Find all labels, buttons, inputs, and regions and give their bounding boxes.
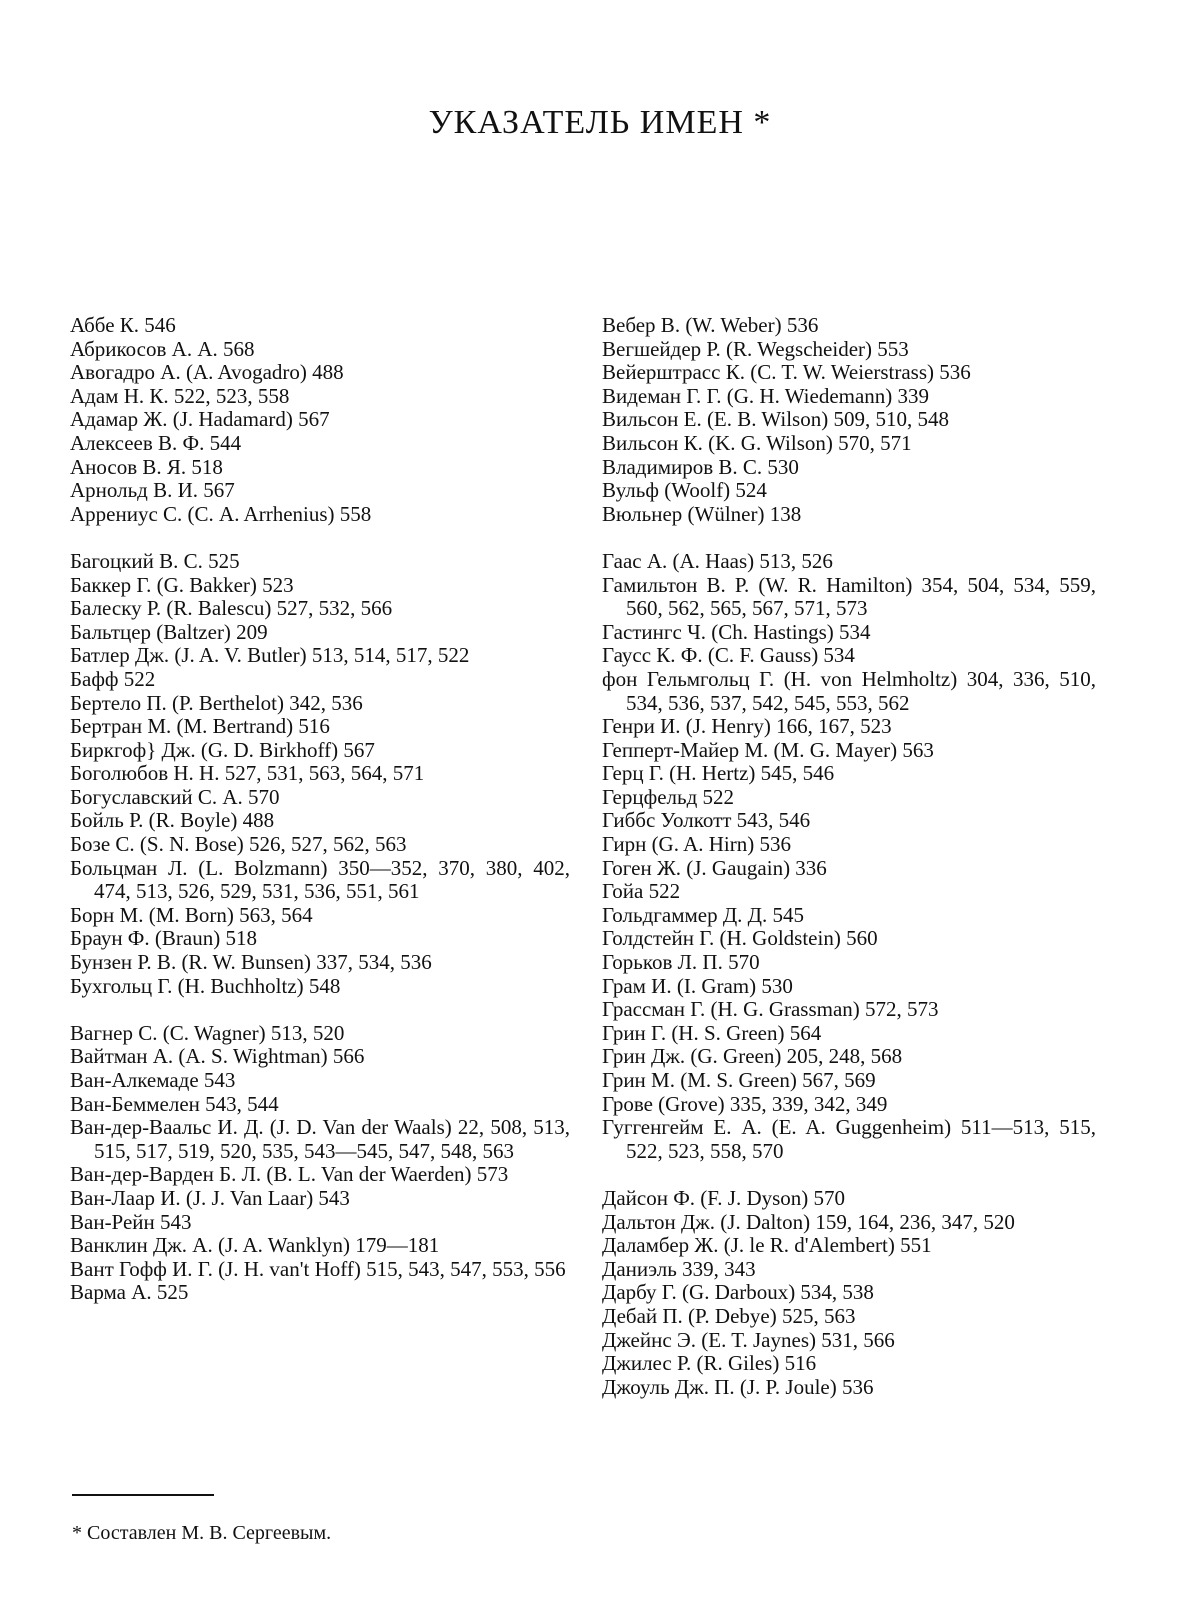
index-entry: Вильсон К. (K. G. Wilson) 570, 571 (602, 430, 912, 455)
index-entry: Джоуль Дж. П. (J. P. Joule) 536 (602, 1374, 874, 1399)
index-entry: Больцман Л. (L. Bolzmann) 350—352, 370, 380, 402, 474, 513, 526, 529, 531, 536, 551, 561 (70, 855, 570, 904)
index-entry: Даламбер Ж. (J. le R. d'Alembert) 551 (602, 1233, 932, 1258)
index-entry: Ванклин Дж. А. (J. A. Wanklyn) 179—181 (70, 1233, 440, 1258)
index-entry: Гастингс Ч. (Ch. Hastings) 534 (602, 619, 871, 644)
index-entry: Гирн (G. A. Hirn) 536 (602, 832, 791, 857)
index-entry: Даниэль 339, 343 (602, 1256, 756, 1281)
index-entry: Джейнс Э. (E. T. Jaynes) 531, 566 (602, 1327, 895, 1352)
letter-group-gap (70, 998, 570, 1022)
index-entry: Горьков Л. П. 570 (602, 950, 760, 975)
index-entry: Гепперт-Майер М. (M. G. Mayer) 563 (602, 737, 934, 762)
index-entry: Ван-Рейн 543 (70, 1209, 192, 1234)
index-entry: Вайтман А. (A. S. Wightman) 566 (70, 1044, 365, 1069)
index-entry: Грин М. (M. S. Green) 567, 569 (602, 1068, 876, 1092)
index-entry: Герцфельд 522 (602, 784, 735, 809)
footnote-rule (72, 1494, 214, 1496)
index-entry: Варма А. 525 (70, 1280, 189, 1305)
index-entry: Видеман Г. Г. (G. H. Wiedemann) 339 (602, 383, 930, 408)
index-entry: Абрикосов А. А. 568 (70, 336, 255, 361)
index-entry: Гиббс Уолкотт 543, 546 (602, 808, 811, 833)
index-entry: Бафф 522 (70, 666, 156, 691)
index-entry: Бозе С. (S. N. Bose) 526, 527, 562, 563 (70, 832, 407, 857)
index-entry: Голдстейн Г. (H. Goldstein) 560 (602, 926, 878, 951)
index-entry: Вебер В. (W. Weber) 536 (602, 313, 819, 337)
index-entry: Бухгольц Г. (H. Buchholtz) 548 (70, 973, 341, 998)
index-entry: Баккер Г. (G. Bakker) 523 (70, 572, 294, 597)
index-entry: Биркгоф} Дж. (G. D. Birkhoff) 567 (70, 737, 375, 762)
index-entry: Батлер Дж. (J. A. V. Butler) 513, 514, 517, 522 (70, 643, 470, 668)
index-entry: Дальтон Дж. (J. Dalton) 159, 164, 236, 347, 520 (602, 1209, 1015, 1234)
index-entry: Вильсон Е. (E. B. Wilson) 509, 510, 548 (602, 407, 949, 432)
index-entry: Богуславский С. А. 570 (70, 784, 280, 809)
index-entry: Адамар Ж. (J. Hadamard) 567 (70, 407, 330, 432)
index-entry: Боголюбов Н. Н. 527, 531, 563, 564, 571 (70, 761, 425, 786)
index-entry: Ван-дер-Варден Б. Л. (B. L. Van der Waerden) 573 (70, 1162, 509, 1187)
index-entry: Алексеев В. Ф. 544 (70, 430, 242, 455)
letter-group-gap (602, 526, 1096, 550)
index-column-left (70, 314, 570, 1305)
letter-group-gap (602, 1163, 1096, 1187)
index-entry: Вант Гофф И. Г. (J. H. van't Hoff) 515, 543, 547, 553, 556 (70, 1256, 566, 1281)
index-entry: Аббе К. 546 (70, 313, 176, 337)
index-entry: Багоцкий В. С. 525 (70, 548, 240, 573)
index-entry: Вульф (Woolf) 524 (602, 478, 767, 503)
letter-group-gap (70, 526, 570, 550)
index-entry: Владимиров В. С. 530 (602, 454, 799, 479)
index-entry: Гамильтон В. Р. (W. R. Hamilton) 354, 504, 534, 559, 560, 562, 565, 567, 571, 573 (602, 572, 1096, 621)
index-entry: Бальтцер (Baltzer) 209 (70, 619, 268, 644)
index-entry: Адам Н. К. 522, 523, 558 (70, 383, 290, 408)
index-entry: Гольдгаммер Д. Д. 545 (602, 902, 804, 927)
index-entry: Борн М. (M. Born) 563, 564 (70, 902, 313, 927)
page-title: УКАЗАТЕЛЬ ИМЕН * (428, 104, 772, 141)
index-entry: Бертело П. (P. Berthelot) 342, 536 (70, 690, 363, 715)
index-entry: Аррениус С. (С. A. Arrhenius) 558 (70, 501, 372, 526)
index-entry: Ван-Лаар И. (J. J. Van Laar) 543 (70, 1185, 350, 1210)
index-entry: Грин Дж. (G. Green) 205, 248, 568 (602, 1044, 903, 1069)
index-entry: Грин Г. (H. S. Green) 564 (602, 1020, 822, 1045)
index-entry: Гойа 522 (602, 879, 681, 904)
index-entry: Дарбу Г. (G. Darboux) 534, 538 (602, 1280, 874, 1305)
index-entry: Джилес Р. (R. Giles) 516 (602, 1351, 817, 1376)
index-entry: Арнольд В. И. 567 (70, 478, 235, 503)
index-entry: Гаас А. (A. Haas) 513, 526 (602, 548, 833, 573)
index-entry: Вагнер С. (C. Wagner) 513, 520 (70, 1020, 345, 1045)
index-entry: Дебай П. (P. Debye) 525, 563 (602, 1303, 856, 1328)
index-entry: Бертран М. (M. Bertrand) 516 (70, 714, 330, 739)
index-column-right (602, 314, 1096, 1399)
index-entry: Бойль Р. (R. Boyle) 488 (70, 808, 275, 833)
index-entry: Бунзен Р. В. (R. W. Bunsen) 337, 534, 536 (70, 950, 432, 975)
index-entry: Вюльнер (Wülner) 138 (602, 501, 802, 526)
index-entry: Браун Ф. (Braun) 518 (70, 926, 257, 951)
index-entry: Ван-дер-Ваальс И. Д. (J. D. Van der Waals) 22, 508, 513, 515, 517, 519, 520, 535, 543—545, 547, 548, 563 (70, 1115, 570, 1163)
footnote: * Составлен М. В. Сергеевым. (72, 1522, 332, 1544)
index-entry: Ван-Алкемаде 543 (70, 1068, 236, 1092)
index-entry: Грам И. (I. Gram) 530 (602, 973, 793, 998)
index-entry: Авогадро А. (A. Avogadro) 488 (70, 360, 344, 385)
index-entry: Вейерштрасс К. (C. T. W. Weierstrass) 536 (602, 360, 971, 385)
index-entry: Ван-Беммелен 543, 544 (70, 1091, 279, 1116)
index-entry: Аносов В. Я. 518 (70, 454, 223, 479)
index-entry: Грассман Г. (H. G. Grassman) 572, 573 (602, 997, 939, 1022)
index-entry: Балеску Р. (R. Balescu) 527, 532, 566 (70, 596, 393, 621)
index-entry: фон Гельмгольц Г. (H. von Helmholtz) 304, 336, 510, 534, 536, 537, 542, 545, 553, 562 (602, 666, 1096, 715)
index-entry: Гоген Ж. (J. Gaugain) 336 (602, 855, 827, 880)
index-entry: Вегшейдер Р. (R. Wegscheider) 553 (602, 336, 909, 361)
index-entry: Герц Г. (H. Hertz) 545, 546 (602, 761, 835, 786)
index-entry: Грове (Grove) 335, 339, 342, 349 (602, 1091, 888, 1116)
index-entry: Генри И. (J. Henry) 166, 167, 523 (602, 714, 892, 739)
index-entry: Дайсон Ф. (F. J. Dyson) 570 (602, 1185, 846, 1210)
index-entry: Гуггенгейм Е. А. (E. A. Guggenheim) 511—513, 515, 522, 523, 558, 570 (602, 1115, 1096, 1163)
index-entry: Гаусс К. Ф. (C. F. Gauss) 534 (602, 643, 855, 668)
